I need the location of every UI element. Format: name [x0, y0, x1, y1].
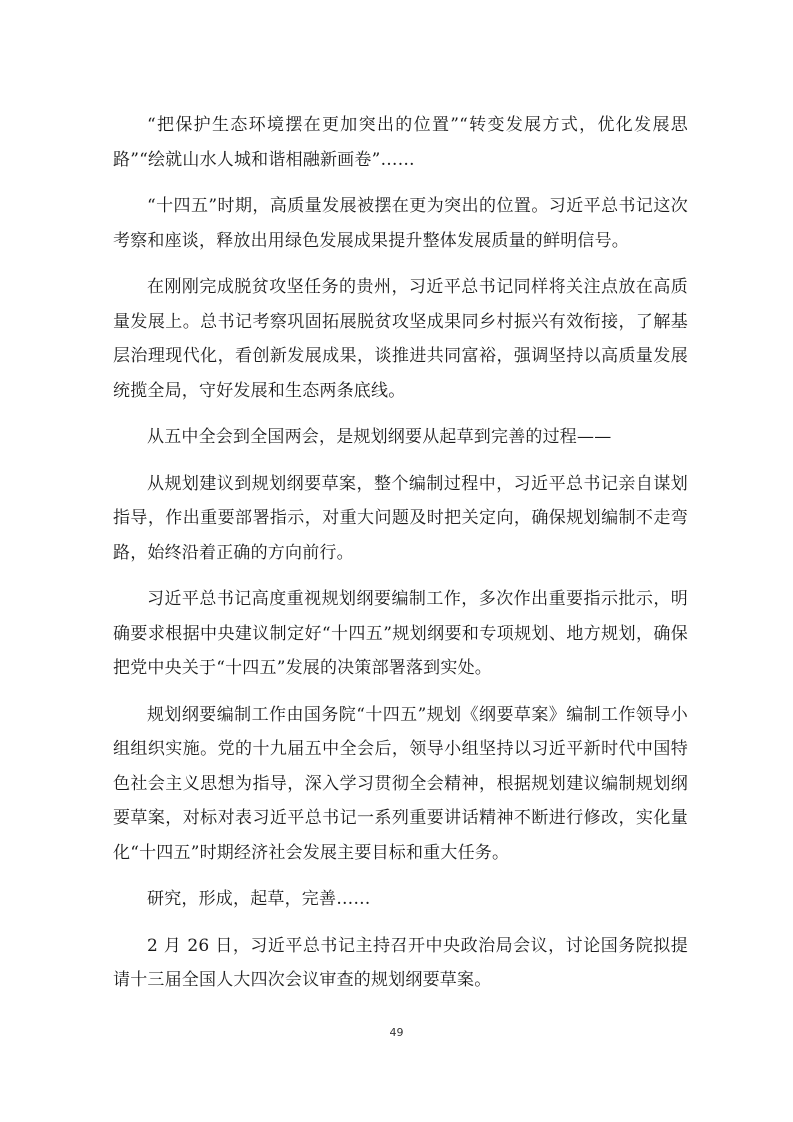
paragraph: 从规划建议到规划纲要草案，整个编制过程中，习近平总书记亲自谋划指导，作出重要部署指示，对重大问题及时把关定向，确保规划编制不走弯路，始终沿着正确的方向前行。: [113, 473, 688, 563]
paragraph: “十四五”时期，高质量发展被摆在更为突出的位置。习近平总书记这次考察和座谈，释放出用绿色发展成果提升整体发展质量的鲜明信号。: [113, 196, 688, 251]
paragraph: 2 月 26 日，习近平总书记主持召开中央政治局会议，讨论国务院拟提请十三届全国人大四次会议审查的规划纲要草案。: [113, 935, 688, 990]
body-text: [113, 108, 688, 1010]
paragraph: 在刚刚完成脱贫攻坚任务的贵州，习近平总书记同样将关注点放在高质量发展上。总书记考察巩固拓展脱贫攻坚成果同乡村振兴有效衔接，了解基层治理现代化，看创新发展成果，谈推进共同富裕，强调坚持以高质量发展统揽全局，守好发展和生态两条底线。: [113, 277, 688, 401]
paragraph: 研究，形成，起草，完善……: [147, 889, 371, 909]
paragraph: 规划纲要编制工作由国务院“十四五”规划《纲要草案》编制工作领导小组组织实施。党的十九届五中全会后，领导小组坚持以习近平新时代中国特色社会主义思想为指导，深入学习贯彻全会精神，根据规划建议编制规划纲要草案，对标对表习近平总书记一系列重要讲话精神不断进行修改，实化量化“十四五”时期经济社会发展主要目标和重大任务。: [113, 704, 688, 863]
paragraph: “把保护生态环境摆在更加突出的位置”“转变发展方式，优化发展思路”“绘就山水人城和谐相融新画卷”……: [113, 115, 688, 170]
page-number: 49: [389, 1026, 404, 1039]
paragraph: 从五中全会到全国两会，是规划纲要从起草到完善的过程——: [147, 427, 612, 447]
paragraph: 习近平总书记高度重视规划纲要编制工作，多次作出重要指示批示，明确要求根据中央建议制定好“十四五”规划纲要和专项规划、地方规划，确保把党中央关于“十四五”发展的决策部署落到实处。: [113, 589, 688, 678]
